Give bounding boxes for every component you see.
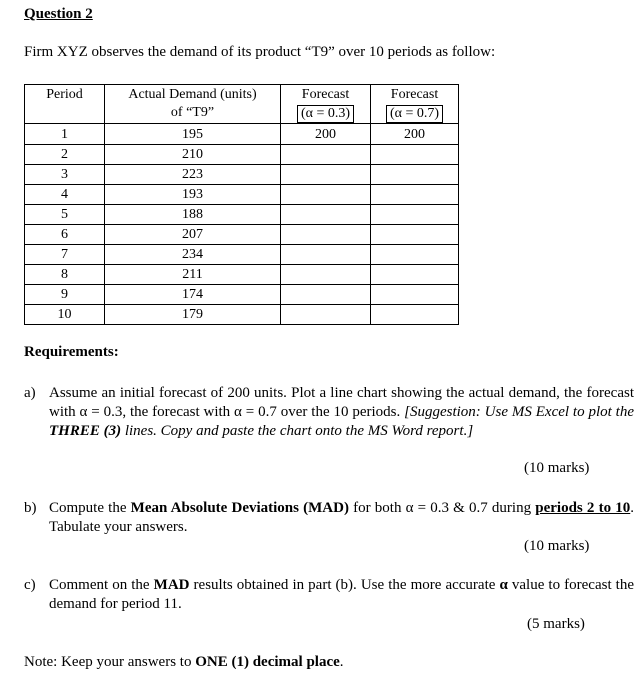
header-forecast-07-alpha: (α = 0.7) [386,105,443,123]
requirement-b-bold2: periods 2 to 10 [535,500,631,516]
header-period: Period [25,85,105,124]
cell-forecast-03 [281,245,371,265]
table-row [25,145,459,165]
cell-period: 2 [25,145,105,165]
cell-period: 10 [25,305,105,325]
requirement-b-text1: Compute the [49,500,131,516]
header-forecast-03-alpha: (α = 0.3) [297,105,354,123]
requirement-a-text [49,384,634,441]
requirement-c-bold1: MAD [153,577,190,593]
cell-period: 3 [25,165,105,185]
cell-forecast-03 [281,265,371,285]
cell-demand: 207 [105,225,281,245]
cell-forecast-07: 200 [371,124,459,145]
cell-demand: 210 [105,145,281,165]
note-text2: . [339,654,344,670]
cell-demand: 195 [105,124,281,145]
cell-forecast-07 [371,285,459,305]
cell-forecast-03 [281,165,371,185]
requirement-c-text3: value to forecast the demand for period 11. [49,577,634,612]
cell-forecast-07 [371,225,459,245]
requirement-c-marks: (5 marks) [527,616,585,632]
table-row [25,265,459,285]
intro-text: Firm XYZ observes the demand of its product “T9” over 10 periods as follow: [24,44,496,60]
table-row [25,205,459,225]
requirement-a-suggestion-end: lines. Copy and paste the chart onto the MS Word report.] [121,423,474,439]
table-row [25,185,459,205]
cell-forecast-07 [371,205,459,225]
requirement-b [24,499,634,537]
requirement-b-label: b) [24,500,37,516]
cell-period: 9 [25,285,105,305]
cell-demand: 188 [105,205,281,225]
requirement-a-marks: (10 marks) [524,460,590,476]
header-forecast-03-line1: Forecast [301,87,350,102]
table-header-row [25,85,459,124]
question-heading: Question 2 [24,6,93,22]
requirement-b-bold1: Mean Absolute Deviations (MAD) [130,500,349,516]
table-row [25,245,459,265]
requirement-c-text [49,576,634,614]
header-forecast-07-line1: Forecast [390,87,439,102]
cell-forecast-03 [281,305,371,325]
header-actual-demand [105,85,281,124]
table-row [25,165,459,185]
requirements-title: Requirements: [24,344,119,360]
table-row [25,124,459,145]
cell-period: 7 [25,245,105,265]
header-actual-line2: of “T9” [170,105,215,120]
cell-period: 4 [25,185,105,205]
cell-forecast-07 [371,165,459,185]
note-text1: Note: Keep your answers to [24,654,196,670]
cell-forecast-03: 200 [281,124,371,145]
cell-forecast-07 [371,185,459,205]
cell-demand: 223 [105,165,281,185]
header-forecast-03 [281,85,371,124]
cell-period: 8 [25,265,105,285]
requirement-a-bold: THREE (3) [49,423,122,439]
cell-forecast-03 [281,285,371,305]
requirement-c-bold2: α [499,577,508,593]
cell-demand: 174 [105,285,281,305]
requirement-a-label: a) [24,385,36,401]
cell-demand: 193 [105,185,281,205]
header-forecast-07 [371,85,459,124]
requirement-c-text1: Comment on the [49,577,154,593]
requirement-b-text [49,499,634,537]
table-row [25,225,459,245]
cell-forecast-03 [281,225,371,245]
cell-period: 1 [25,124,105,145]
cell-demand: 179 [105,305,281,325]
requirement-b-marks: (10 marks) [524,538,590,554]
cell-demand: 211 [105,265,281,285]
cell-forecast-07 [371,145,459,165]
requirement-c-label: c) [24,577,36,593]
cell-forecast-07 [371,305,459,325]
cell-forecast-07 [371,265,459,285]
cell-forecast-03 [281,145,371,165]
cell-forecast-03 [281,205,371,225]
cell-demand: 234 [105,245,281,265]
table-row [25,305,459,325]
note-text [24,654,344,671]
cell-forecast-03 [281,185,371,205]
cell-forecast-07 [371,245,459,265]
requirement-a-text1: Assume an initial forecast of 200 units. Plot a line chart showing the actual demand, the forecast with α = 0.3, the forecast with α = 0.7 over the 10 periods. [49,385,634,420]
cell-period: 5 [25,205,105,225]
requirement-a-suggestion: [Suggestion: Use MS Excel to plot the [404,404,634,420]
requirement-b-text2: for both α = 0.3 & 0.7 during [348,500,536,516]
demand-table [24,84,459,325]
header-actual-line1: Actual Demand (units) [128,87,257,102]
note-bold: ONE (1) decimal place [195,654,340,670]
requirement-b-text3: . Tabulate your answers. [49,500,634,535]
requirement-c-text2: results obtained in part (b). Use the more accurate [189,577,500,593]
requirement-a [24,384,634,441]
table-row [25,285,459,305]
requirement-c [24,576,634,614]
cell-period: 6 [25,225,105,245]
